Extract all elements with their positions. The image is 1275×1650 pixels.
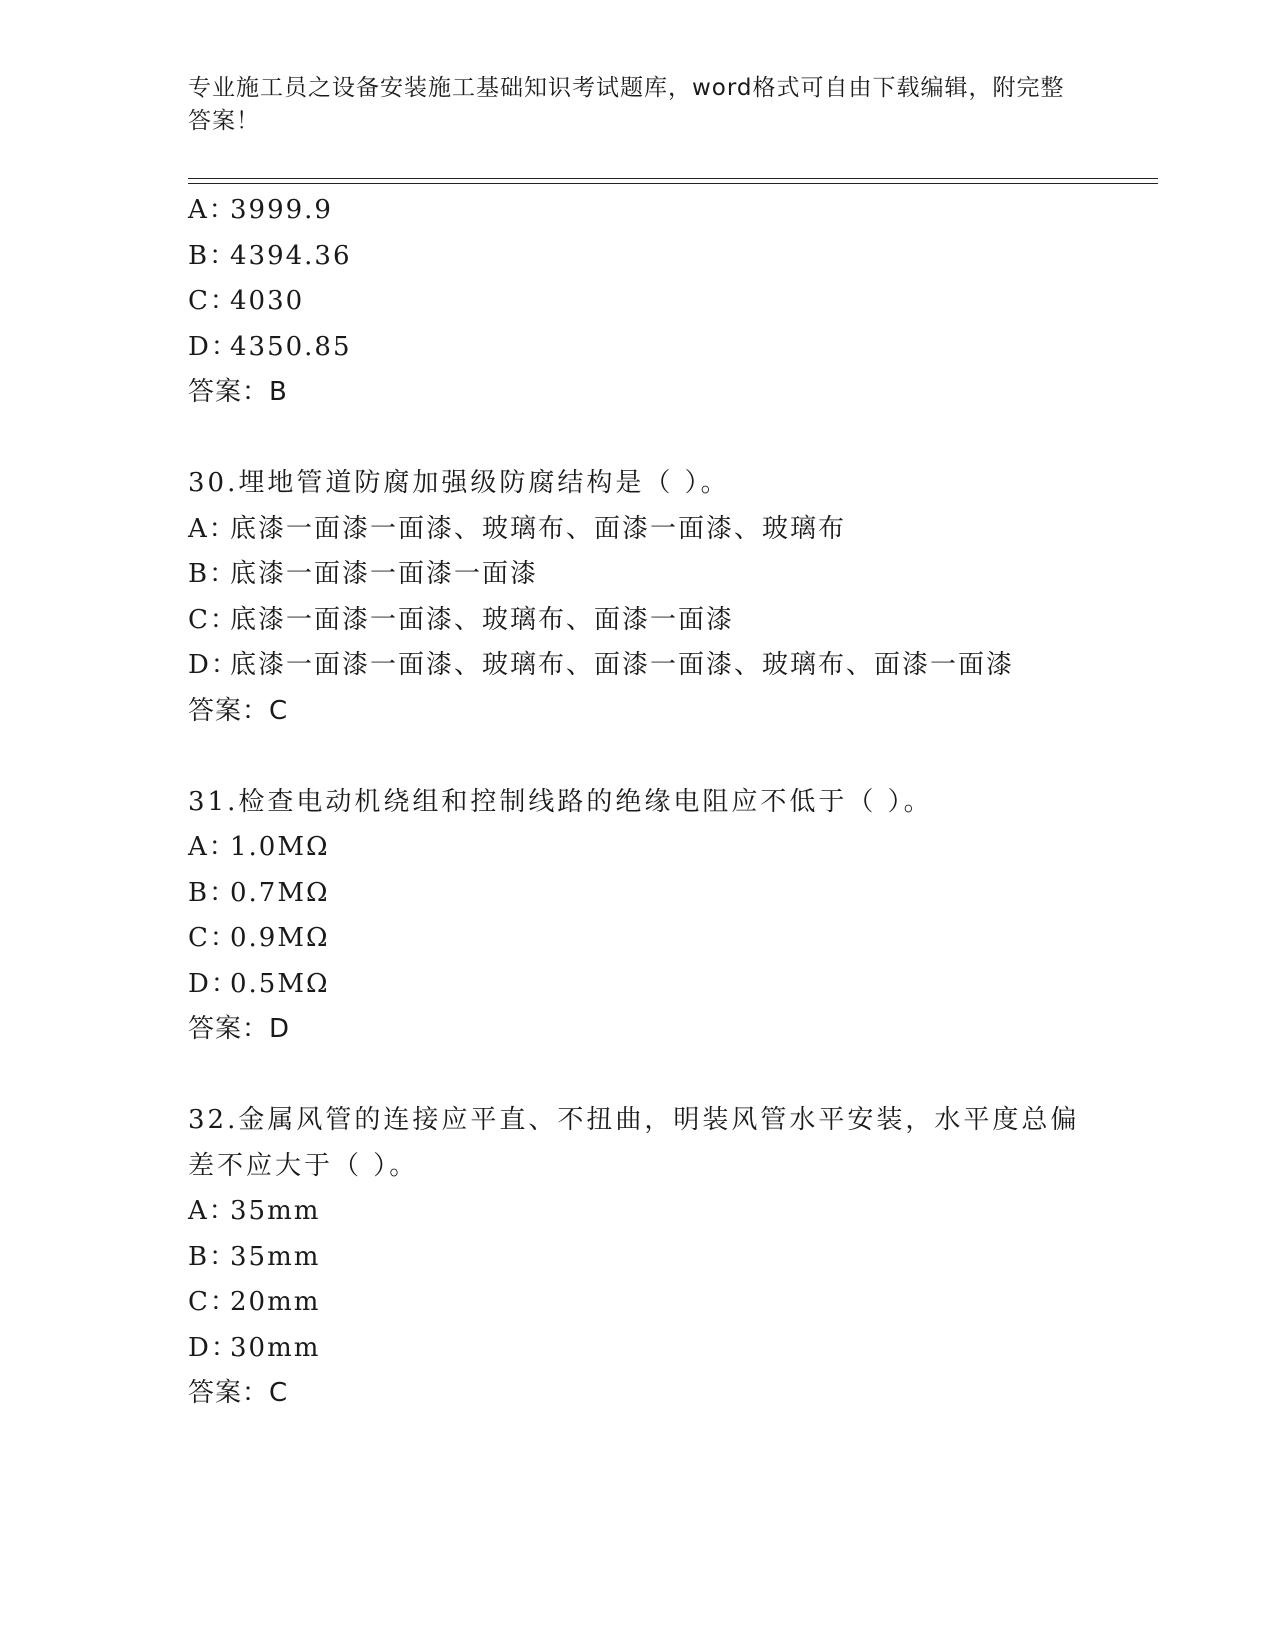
option-c (188, 916, 1148, 962)
option-d (188, 325, 1148, 371)
answer-line: 答案：D (188, 1014, 291, 1044)
option-text: 3999.9 (230, 195, 333, 225)
question-stem: 30.埋地管道防腐加强级防腐结构是（ ）。 (188, 468, 730, 498)
answer-line: 答案：C (188, 695, 289, 726)
option-text: 1.0MΩ (230, 832, 330, 862)
option-text: 底漆一面漆一面漆一面漆 (230, 559, 539, 589)
answer-line: 答案：B (188, 377, 288, 407)
option-d (188, 643, 1148, 689)
option-text: 底漆一面漆一面漆、玻璃布、面漆一面漆、玻璃布 (230, 513, 847, 544)
question-stem: 31.检查电动机绕组和控制线路的绝缘电阻应不低于（ ）。 (188, 786, 933, 817)
option-label: B： (188, 559, 238, 589)
spacer (188, 416, 1148, 462)
option-text: 20mm (230, 1287, 321, 1317)
question-block-29 (188, 188, 1148, 416)
option-label: D： (188, 650, 239, 680)
answer-line: 答案：C (188, 1378, 289, 1408)
question-content (188, 188, 1148, 1417)
option-label: C： (188, 1287, 238, 1317)
option-label: D： (188, 1332, 239, 1363)
option-d (188, 1326, 1148, 1372)
option-label: D： (188, 331, 239, 362)
option-text: 4350.85 (230, 331, 352, 362)
question-block-31 (188, 780, 1148, 1053)
option-text: 底漆一面漆一面漆、玻璃布、面漆一面漆、玻璃布、面漆一面漆 (230, 650, 1015, 680)
option-b (188, 552, 1148, 598)
option-c (188, 1280, 1148, 1326)
option-text: 0.5MΩ (230, 968, 330, 999)
option-text: 0.9MΩ (230, 923, 330, 953)
option-label: B： (188, 1241, 238, 1272)
option-c (188, 279, 1148, 325)
option-label: B： (188, 240, 238, 271)
option-label: A： (188, 195, 237, 225)
option-a (188, 188, 1148, 234)
document-header: 专业施工员之设备安装施工基础知识考试题库，word格式可自由下载编辑，附完整答案！ (188, 75, 1065, 134)
option-b (188, 871, 1148, 917)
option-label: A： (188, 832, 237, 862)
option-text: 4394.36 (230, 240, 352, 271)
option-label: A： (188, 1196, 237, 1226)
option-text: 4030 (230, 286, 305, 316)
option-text: 35mm (230, 1196, 321, 1226)
option-text: 30mm (230, 1332, 321, 1363)
option-a (188, 1189, 1148, 1235)
option-label: C： (188, 923, 238, 953)
option-c (188, 598, 1148, 644)
option-label: B： (188, 877, 238, 908)
option-label: D： (188, 968, 239, 999)
spacer (188, 734, 1148, 780)
option-label: C： (188, 604, 238, 635)
header-rule-bottom (188, 183, 1158, 184)
option-a (188, 825, 1148, 871)
question-block-30 (188, 461, 1148, 734)
option-b (188, 1235, 1148, 1281)
option-label: A： (188, 513, 237, 544)
option-text: 0.7MΩ (230, 877, 330, 908)
question-stem: 32.金属风管的连接应平直、不扭曲，明装风管水平安装，水平度总偏差不应大于（ ）。 (188, 1105, 1080, 1181)
option-label: C： (188, 286, 238, 316)
spacer (188, 1053, 1148, 1099)
option-text: 35mm (230, 1241, 321, 1272)
option-a (188, 507, 1148, 553)
option-b (188, 234, 1148, 280)
header-rule-top (188, 178, 1158, 179)
option-text: 底漆一面漆一面漆、玻璃布、面漆一面漆 (230, 604, 735, 635)
question-block-32 (188, 1098, 1148, 1417)
option-d (188, 962, 1148, 1008)
